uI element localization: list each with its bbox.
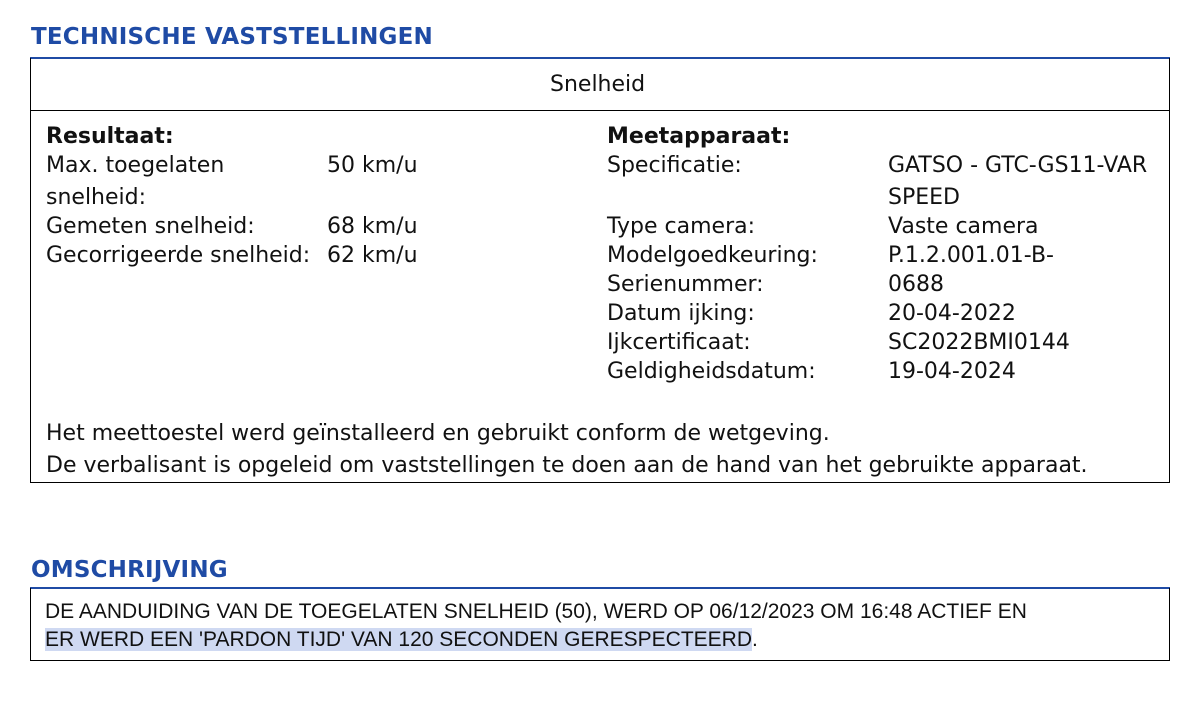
datum-ijking-value: 20-04-2022 (888, 301, 1016, 326)
geldigheidsdatum-value: 19-04-2024 (888, 359, 1016, 384)
meetapparaat-label: Meetapparaat: (607, 124, 791, 149)
modelgoedkeuring-label: Modelgoedkeuring: (607, 243, 818, 268)
geldigheidsdatum-label: Geldigheidsdatum: (607, 359, 816, 384)
gecorrigeerde-snelheid-value: 62 km/u (327, 243, 418, 268)
ijkcertificaat-value: SC2022BMI0144 (888, 330, 1070, 355)
datum-ijking-label: Datum ijking: (607, 301, 755, 326)
statement-verbalisant: De verbalisant is opgeleid om vaststellingen te doen aan de hand van het gebruikte apparaat. (46, 453, 1088, 478)
gemeten-snelheid-label: Gemeten snelheid: (46, 214, 255, 239)
box-title-divider (31, 110, 1169, 111)
omschrijving-line-1: DE AANDUIDING VAN DE TOEGELATEN SNELHEID (50), WERD OP 06/12/2023 OM 16:48 ACTIEF EN (45, 600, 1027, 623)
box-title-snelheid: Snelheid (550, 72, 646, 97)
omschrijving-highlighted-text: ER WERD EEN 'PARDON TIJD' VAN 120 SECONDEN GERESPECTEERD (45, 628, 752, 651)
max-toegelaten-label-2: snelheid: (46, 185, 147, 210)
max-toegelaten-value: 50 km/u (327, 153, 418, 178)
max-toegelaten-label-1: Max. toegelaten (46, 153, 225, 178)
resultaat-label: Resultaat: (46, 124, 174, 149)
specificatie-label: Specificatie: (607, 153, 742, 178)
technische-box (30, 58, 1170, 483)
modelgoedkeuring-value-1: P.1.2.001.01-B- (888, 243, 1054, 268)
ijkcertificaat-label: Ijkcertificaat: (607, 330, 751, 355)
omschrijving-box (30, 588, 1170, 661)
technische-vaststellingen-heading: TECHNISCHE VASTSTELLINGEN (31, 24, 433, 50)
gecorrigeerde-snelheid-label: Gecorrigeerde snelheid: (46, 243, 311, 268)
specificatie-value-1: GATSO - GTC-GS11-VAR (888, 153, 1148, 178)
serienummer-label: Serienummer: (607, 272, 764, 297)
omschrijving-line-2-end: . (752, 628, 758, 651)
omschrijving-line-2 (45, 625, 758, 655)
omschrijving-heading: OMSCHRIJVING (31, 557, 228, 583)
specificatie-value-2: SPEED (888, 185, 960, 210)
statement-installed: Het meettoestel werd geïnstalleerd en gebruikt conform de wetgeving. (46, 421, 830, 446)
modelgoedkeuring-value-2: 0688 (888, 272, 944, 297)
type-camera-label: Type camera: (607, 214, 756, 239)
gemeten-snelheid-value: 68 km/u (327, 214, 418, 239)
type-camera-value: Vaste camera (888, 214, 1039, 239)
